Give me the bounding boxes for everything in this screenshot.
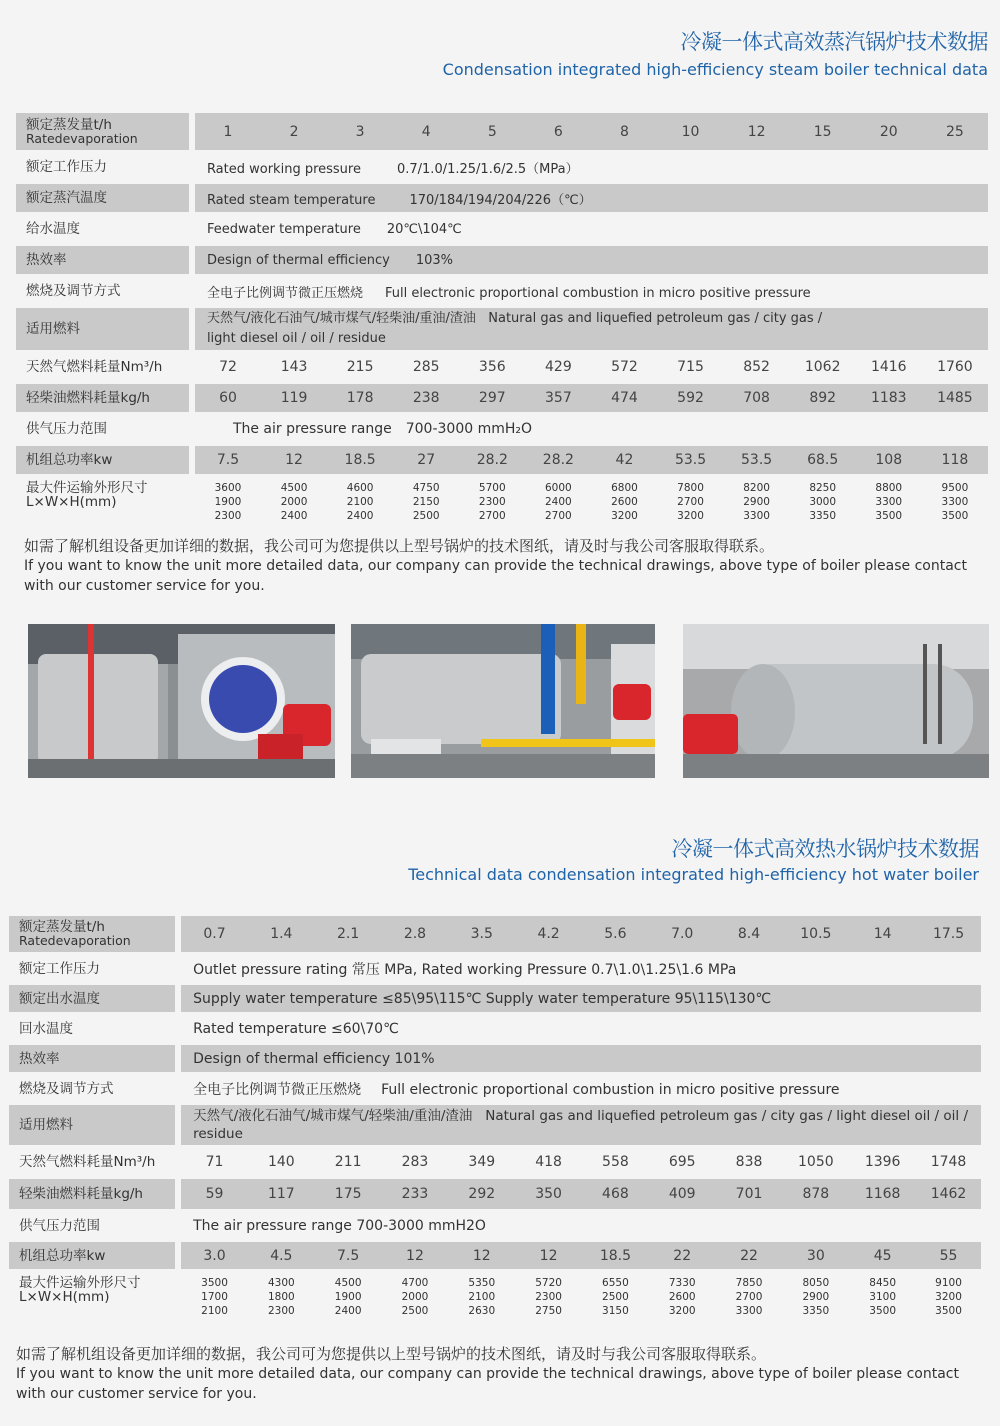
steam-dim-cell: 8800 3300 3500 xyxy=(875,482,903,522)
steam-power-value: 42 xyxy=(591,446,657,474)
hot-diesel-value: 117 xyxy=(248,1179,315,1209)
steam-dim-cell: 8250 3000 3350 xyxy=(809,482,837,522)
steam-contact-note xyxy=(24,536,984,596)
steam-gas-label: 天然气燃料耗量Nm³/h xyxy=(26,359,163,375)
hot-pressure-label: 额定工作压力 xyxy=(19,960,100,977)
hot-diesel-value: 233 xyxy=(382,1179,449,1209)
hot-row-gas xyxy=(9,1148,981,1176)
steam-diesel-value: 1183 xyxy=(856,384,922,412)
steam-feed-desc: Feedwater temperature xyxy=(206,221,361,237)
hot-comb-en: Full electronic proportional combustion in micro positive pressure xyxy=(381,1081,840,1098)
steam-dim-label: 最大件运输外形尺寸 xyxy=(26,480,148,496)
steam-evap-value: 1 xyxy=(195,113,261,150)
hot-gas-value: 558 xyxy=(602,1154,629,1170)
hot-dim-cell: 4500 1900 2400 xyxy=(334,1277,362,1317)
hot-dim-label2: L×W×H(mm) xyxy=(19,1289,110,1305)
steam-power-value: 53.5 xyxy=(724,446,790,474)
steam-air-desc: The air pressure range xyxy=(232,421,392,437)
steam-evap-value: 20 xyxy=(856,113,922,150)
steam-note-zh: 如需了解机组设备更加详细的数据，我公司可为您提供以上型号锅炉的技术图纸，请及时与我公司客服取得联系。 xyxy=(24,537,775,555)
hot-gas-value: 283 xyxy=(401,1154,429,1170)
steam-diesel-label: 轻柴油燃料耗量kg/h xyxy=(16,384,195,412)
steam-diesel-value: 297 xyxy=(459,384,525,412)
hot-evap-value: 5.6 xyxy=(582,916,649,952)
hot-dim-cell: 4300 1800 2300 xyxy=(267,1277,295,1317)
hot-row-power xyxy=(9,1242,981,1269)
hot-dim-cell: 8450 3100 3500 xyxy=(869,1277,897,1317)
hot-comb-zh: 全电子比例调节微正压燃烧 xyxy=(193,1081,362,1098)
steam-gas-value: 715 xyxy=(677,359,704,375)
steam-pressure-label: 额定工作压力 xyxy=(26,159,107,175)
hot-title-en: Technical data condensation integrated high-efficiency hot water boiler xyxy=(408,865,979,884)
steam-diesel-value: 592 xyxy=(657,384,723,412)
hot-fuel-label: 适用燃料 xyxy=(9,1105,181,1145)
hot-power-value: 18.5 xyxy=(582,1242,649,1269)
hot-gas-value: 1748 xyxy=(930,1154,967,1170)
hot-row-pressure xyxy=(9,955,981,982)
steam-row-efficiency xyxy=(16,246,988,274)
steam-power-value: 28.2 xyxy=(459,446,525,474)
steam-gas-value: 1062 xyxy=(804,359,841,375)
steam-power-value: 118 xyxy=(922,446,988,474)
steam-gas-value: 429 xyxy=(545,359,572,375)
hot-row-air xyxy=(9,1212,981,1239)
hot-spec-table xyxy=(9,913,981,1323)
hot-diesel-value: 59 xyxy=(181,1179,248,1209)
steam-air-label: 供气压力范围 xyxy=(26,421,107,437)
steam-row-dimensions xyxy=(16,477,988,525)
hot-air-label: 供气压力范围 xyxy=(19,1217,100,1234)
steam-diesel-value: 238 xyxy=(393,384,459,412)
hot-power-value: 12 xyxy=(382,1242,449,1269)
hot-dim-cell: 3500 1700 2100 xyxy=(201,1277,228,1317)
hot-gas-value: 695 xyxy=(668,1154,696,1170)
steam-feed-label: 给水温度 xyxy=(26,221,80,237)
steam-diesel-value: 357 xyxy=(525,384,591,412)
hot-gas-label: 天然气燃料耗量Nm³/h xyxy=(19,1154,156,1170)
steam-diesel-value: 60 xyxy=(195,384,261,412)
hot-diesel-value: 350 xyxy=(515,1179,582,1209)
steam-feed-value: 20℃\104℃ xyxy=(386,221,462,237)
hot-row-return xyxy=(9,1015,981,1042)
hot-diesel-value: 1462 xyxy=(916,1179,981,1209)
hot-evap-value: 10.5 xyxy=(782,916,849,952)
hot-row-evaporation xyxy=(9,916,981,952)
steam-gas-value: 1416 xyxy=(870,359,907,375)
steam-power-value: 28.2 xyxy=(525,446,591,474)
hot-evap-label-en: Ratedevaporation xyxy=(19,933,131,948)
hot-power-value: 55 xyxy=(916,1242,981,1269)
steam-power-value: 68.5 xyxy=(790,446,856,474)
steam-diesel-value: 708 xyxy=(724,384,790,412)
steam-gas-value: 1760 xyxy=(937,359,973,375)
steam-power-value: 108 xyxy=(856,446,922,474)
hot-gas-value: 71 xyxy=(205,1154,224,1170)
hot-dim-cell: 7330 2600 3200 xyxy=(668,1277,696,1317)
steam-dim-cell: 5700 2300 2700 xyxy=(478,482,506,522)
steam-spec-table xyxy=(16,110,988,528)
steam-diesel-value: 178 xyxy=(327,384,393,412)
steam-dim-cell: 8200 2900 3300 xyxy=(743,482,770,522)
hot-diesel-value: 1168 xyxy=(849,1179,916,1209)
steam-gas-value: 572 xyxy=(611,359,638,375)
hot-evap-value: 1.4 xyxy=(248,916,315,952)
steam-evap-value: 10 xyxy=(657,113,723,150)
hot-diesel-value: 468 xyxy=(582,1179,649,1209)
steam-gas-value: 72 xyxy=(219,359,237,375)
steam-diesel-value: 1485 xyxy=(922,384,988,412)
hot-dim-cell: 9100 3200 3500 xyxy=(935,1277,962,1317)
steam-dim-cell: 6000 2400 2700 xyxy=(545,482,572,522)
steam-power-value: 18.5 xyxy=(327,446,393,474)
steam-evap-value: 5 xyxy=(459,113,525,150)
steam-evap-label-en: Ratedevaporation xyxy=(26,130,138,146)
hot-diesel-label: 轻柴油燃料耗量kg/h xyxy=(9,1179,181,1209)
steam-row-fuel xyxy=(16,308,988,350)
hot-evap-value: 14 xyxy=(849,916,916,952)
steam-temp-label: 额定蒸汽温度 xyxy=(16,184,195,212)
steam-dim-cell: 6800 2600 3200 xyxy=(611,482,638,522)
steam-diesel-value: 474 xyxy=(591,384,657,412)
steam-power-value: 27 xyxy=(393,446,459,474)
hot-dim-cell: 4700 2000 2500 xyxy=(401,1277,429,1317)
hot-gas-value: 140 xyxy=(267,1154,295,1170)
hot-evap-label: 额定蒸发量t/h xyxy=(19,919,105,935)
steam-evap-value: 8 xyxy=(591,113,657,150)
hot-dim-label: 最大件运输外形尺寸 xyxy=(19,1275,141,1291)
steam-row-gas xyxy=(16,353,988,381)
steam-evap-value: 12 xyxy=(724,113,790,150)
steam-dim-cell: 4600 2100 2400 xyxy=(346,482,374,522)
hot-power-value: 22 xyxy=(649,1242,716,1269)
hot-row-efficiency xyxy=(9,1045,981,1072)
hot-evap-value: 0.7 xyxy=(181,916,248,952)
hot-air-text: The air pressure range 700-3000 mmH2O xyxy=(193,1217,486,1234)
steam-gas-value: 285 xyxy=(412,359,440,375)
hot-eff-label: 热效率 xyxy=(9,1045,181,1072)
steam-gas-value: 852 xyxy=(743,359,770,375)
hot-eff-text: Design of thermal efficiency 101% xyxy=(181,1045,981,1072)
steam-evap-value: 3 xyxy=(327,113,393,150)
hot-dim-cell: 5350 2100 2630 xyxy=(468,1277,496,1317)
hot-gas-value: 1396 xyxy=(864,1154,901,1170)
hot-power-value: 4.5 xyxy=(248,1242,315,1269)
steam-power-value: 53.5 xyxy=(657,446,723,474)
hot-dim-cell: 6550 2500 3150 xyxy=(602,1277,629,1317)
hot-power-value: 12 xyxy=(448,1242,515,1269)
hot-evap-value: 3.5 xyxy=(448,916,515,952)
hot-gas-value: 211 xyxy=(334,1154,362,1170)
steam-row-power xyxy=(16,446,988,474)
hot-outlet-label: 额定出水温度 xyxy=(9,985,181,1012)
hot-evap-value: 2.1 xyxy=(315,916,382,952)
hot-pressure-text: Outlet pressure rating 常压 MPa, Rated working Pressure 0.7\1.0\1.25\1.6 MPa xyxy=(193,961,737,978)
steam-power-label: 机组总功率kw xyxy=(16,446,195,474)
hot-gas-value: 349 xyxy=(468,1154,496,1170)
steam-evap-value: 2 xyxy=(261,113,327,150)
hot-diesel-value: 175 xyxy=(315,1179,382,1209)
hot-power-value: 3.0 xyxy=(181,1242,248,1269)
hot-title-zh: 冷凝一体式高效热水锅炉技术数据 xyxy=(671,837,979,861)
hot-row-dimensions xyxy=(9,1272,981,1320)
steam-air-value: 700-3000 mmH₂O xyxy=(405,421,533,437)
hot-row-outlet xyxy=(9,985,981,1012)
hot-return-text: Rated temperature ≤60\70℃ xyxy=(193,1020,399,1037)
hot-power-value: 45 xyxy=(849,1242,916,1269)
steam-row-evaporation xyxy=(16,113,988,150)
boiler-photo-1 xyxy=(28,624,335,778)
hot-contact-note xyxy=(16,1344,986,1404)
hot-diesel-value: 409 xyxy=(649,1179,716,1209)
hot-power-value: 12 xyxy=(515,1242,582,1269)
hot-gas-value: 838 xyxy=(735,1154,763,1170)
hot-evap-value: 8.4 xyxy=(716,916,783,952)
steam-eff-label: 热效率 xyxy=(16,246,195,274)
hot-power-value: 30 xyxy=(782,1242,849,1269)
hot-evap-value: 4.2 xyxy=(515,916,582,952)
hot-dim-cell: 7850 2700 3300 xyxy=(735,1277,763,1317)
steam-fuel-en: Natural gas and liquefied petroleum gas / city gas / light diesel oil / oil / residue xyxy=(206,311,823,346)
steam-power-value: 12 xyxy=(261,446,327,474)
steam-comb-zh: 全电子比例调节微正压燃烧 xyxy=(206,285,363,301)
steam-evap-value: 25 xyxy=(922,113,988,150)
hot-diesel-value: 878 xyxy=(782,1179,849,1209)
steam-comb-en: Full electronic proportional combustion in micro positive pressure xyxy=(384,285,811,301)
steam-row-air xyxy=(16,415,988,443)
hot-dim-cell: 5720 2300 2750 xyxy=(535,1277,562,1317)
steam-diesel-value: 892 xyxy=(790,384,856,412)
hot-row-combustion xyxy=(9,1075,981,1102)
steam-dim-cell: 7800 2700 3200 xyxy=(677,482,704,522)
steam-fuel-zh: 天然气/液化石油气/城市煤气/轻柴油/重油/渣油 xyxy=(206,311,476,326)
hot-evap-value: 2.8 xyxy=(382,916,449,952)
steam-evap-value: 4 xyxy=(393,113,459,150)
steam-temp-desc: Rated steam temperature xyxy=(206,192,376,208)
hot-diesel-value: 292 xyxy=(448,1179,515,1209)
hot-note-en: If you want to know the unit more detailed data, our company can provide the technical drawings, above type of boiler please contact with our customer service for you. xyxy=(16,1366,959,1402)
hot-fuel-en: Natural gas and liquefied petroleum gas / city gas / light diesel oil / oil / residue xyxy=(193,1108,969,1142)
steam-dim-cell: 4750 2150 2500 xyxy=(412,482,440,522)
steam-pressure-desc: Rated working pressure xyxy=(206,161,361,177)
steam-row-feedwater xyxy=(16,215,988,243)
steam-diesel-value: 119 xyxy=(261,384,327,412)
steam-gas-value: 143 xyxy=(280,359,308,375)
steam-gas-value: 215 xyxy=(346,359,374,375)
boiler-photo-3 xyxy=(683,624,989,778)
hot-note-zh: 如需了解机组设备更加详细的数据，我公司可为您提供以上型号锅炉的技术图纸，请及时与我公司客服取得联系。 xyxy=(16,1345,767,1363)
steam-dim-cell: 9500 3300 3500 xyxy=(941,482,969,522)
steam-comb-label: 燃烧及调节方式 xyxy=(26,283,121,299)
steam-fuel-label: 适用燃料 xyxy=(16,308,195,350)
hot-comb-label: 燃烧及调节方式 xyxy=(19,1080,114,1097)
steam-row-pressure xyxy=(16,153,988,181)
steam-row-combustion xyxy=(16,277,988,305)
steam-evap-value: 6 xyxy=(525,113,591,150)
steam-pressure-value: 0.7/1.0/1.25/1.6/2.5（MPa） xyxy=(396,161,579,177)
steam-gas-value: 356 xyxy=(478,359,506,375)
hot-gas-value: 1050 xyxy=(798,1154,834,1170)
steam-dim-cell: 3600 1900 2300 xyxy=(214,482,242,522)
hot-row-diesel xyxy=(9,1179,981,1209)
hot-power-value: 7.5 xyxy=(315,1242,382,1269)
steam-row-diesel xyxy=(16,384,988,412)
hot-fuel-zh: 天然气/液化石油气/城市煤气/轻柴油/重油/渣油 xyxy=(193,1108,473,1124)
steam-evap-value: 15 xyxy=(790,113,856,150)
steam-note-en: If you want to know the unit more detailed data, our company can provide the technical drawings, above type of boiler please contact with our customer service for you. xyxy=(24,558,967,594)
hot-row-fuel xyxy=(9,1105,981,1145)
steam-eff-value: 103% xyxy=(415,252,454,268)
steam-dim-label2: L×W×H(mm) xyxy=(26,494,117,510)
steam-eff-desc: Design of thermal efficiency xyxy=(206,252,390,268)
steam-dim-cell: 4500 2000 2400 xyxy=(280,482,308,522)
steam-title-en: Condensation integrated high-efficiency steam boiler technical data xyxy=(442,60,988,79)
steam-power-value: 7.5 xyxy=(195,446,261,474)
hot-gas-value: 418 xyxy=(535,1154,562,1170)
steam-evap-label: 额定蒸发量t/h xyxy=(26,116,112,133)
hot-evap-value: 17.5 xyxy=(916,916,981,952)
hot-outlet-text: Supply water temperature ≤85\95\115℃ Supply water temperature 95\115\130℃ xyxy=(181,985,981,1012)
boiler-photo-2 xyxy=(351,624,655,778)
hot-power-label: 机组总功率kw xyxy=(9,1242,181,1269)
steam-title-zh: 冷凝一体式高效蒸汽锅炉技术数据 xyxy=(680,30,988,54)
steam-temp-value: 170/184/194/204/226（℃） xyxy=(409,192,592,208)
hot-diesel-value: 701 xyxy=(716,1179,783,1209)
hot-dim-cell: 8050 2900 3350 xyxy=(802,1277,830,1317)
steam-row-temperature xyxy=(16,184,988,212)
hot-return-label: 回水温度 xyxy=(19,1020,73,1037)
hot-evap-value: 7.0 xyxy=(649,916,716,952)
hot-power-value: 22 xyxy=(716,1242,783,1269)
